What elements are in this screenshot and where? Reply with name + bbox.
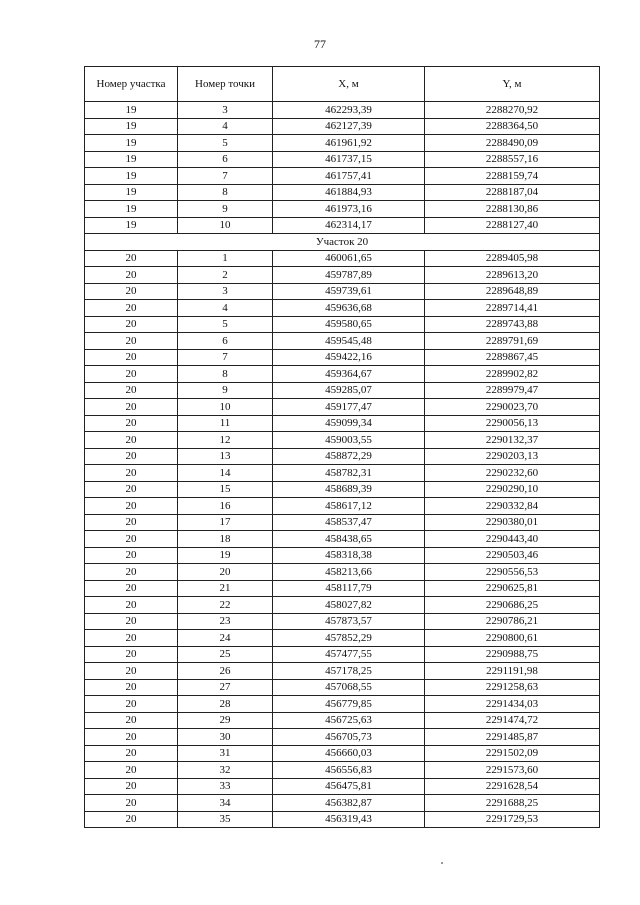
cell-x: 459636,68 xyxy=(273,300,425,317)
cell-point-number: 9 xyxy=(178,382,273,399)
cell-y: 2290800,61 xyxy=(425,630,600,647)
cell-point-number: 7 xyxy=(178,168,273,185)
cell-x: 459099,34 xyxy=(273,415,425,432)
cell-point-number: 25 xyxy=(178,646,273,663)
table-row xyxy=(85,382,600,399)
cell-x: 456660,03 xyxy=(273,745,425,762)
table-row xyxy=(85,366,600,383)
table-row xyxy=(85,547,600,564)
cell-point-number: 20 xyxy=(178,564,273,581)
table-body-plot-20 xyxy=(85,250,600,828)
cell-x: 461884,93 xyxy=(273,184,425,201)
cell-plot-number: 20 xyxy=(85,514,178,531)
cell-x: 458872,29 xyxy=(273,448,425,465)
cell-plot-number: 20 xyxy=(85,250,178,267)
table-row xyxy=(85,316,600,333)
cell-y: 2288159,74 xyxy=(425,168,600,185)
cell-plot-number: 20 xyxy=(85,498,178,515)
cell-point-number: 13 xyxy=(178,448,273,465)
cell-plot-number: 20 xyxy=(85,267,178,284)
table-header xyxy=(85,67,600,102)
table-row xyxy=(85,349,600,366)
table-row xyxy=(85,613,600,630)
cell-point-number: 5 xyxy=(178,135,273,152)
table-row xyxy=(85,448,600,465)
cell-plot-number: 20 xyxy=(85,333,178,350)
cell-plot-number: 20 xyxy=(85,547,178,564)
table-body-plot-19 xyxy=(85,102,600,234)
cell-point-number: 3 xyxy=(178,283,273,300)
table-row xyxy=(85,762,600,779)
table-row xyxy=(85,778,600,795)
cell-plot-number: 20 xyxy=(85,349,178,366)
cell-plot-number: 20 xyxy=(85,366,178,383)
cell-plot-number: 20 xyxy=(85,597,178,614)
cell-x: 458438,65 xyxy=(273,531,425,548)
cell-y: 2290625,81 xyxy=(425,580,600,597)
cell-x: 459285,07 xyxy=(273,382,425,399)
cell-y: 2291191,98 xyxy=(425,663,600,680)
cell-point-number: 4 xyxy=(178,300,273,317)
table-row xyxy=(85,168,600,185)
cell-y: 2289714,41 xyxy=(425,300,600,317)
table-row xyxy=(85,399,600,416)
cell-x: 456705,73 xyxy=(273,729,425,746)
cell-x: 461961,92 xyxy=(273,135,425,152)
cell-y: 2288364,50 xyxy=(425,118,600,135)
header-plot-number: Номер участка xyxy=(85,67,178,102)
cell-point-number: 5 xyxy=(178,316,273,333)
cell-plot-number: 20 xyxy=(85,465,178,482)
cell-point-number: 7 xyxy=(178,349,273,366)
table-row xyxy=(85,663,600,680)
table-row xyxy=(85,597,600,614)
cell-point-number: 31 xyxy=(178,745,273,762)
cell-point-number: 26 xyxy=(178,663,273,680)
cell-point-number: 6 xyxy=(178,333,273,350)
cell-point-number: 23 xyxy=(178,613,273,630)
cell-plot-number: 20 xyxy=(85,580,178,597)
table-row xyxy=(85,745,600,762)
cell-y: 2289405,98 xyxy=(425,250,600,267)
cell-point-number: 32 xyxy=(178,762,273,779)
cell-point-number: 12 xyxy=(178,432,273,449)
cell-point-number: 8 xyxy=(178,366,273,383)
section-divider xyxy=(85,234,600,251)
cell-x: 461757,41 xyxy=(273,168,425,185)
table-row xyxy=(85,498,600,515)
cell-point-number: 10 xyxy=(178,217,273,234)
cell-point-number: 17 xyxy=(178,514,273,531)
cell-point-number: 19 xyxy=(178,547,273,564)
cell-y: 2288270,92 xyxy=(425,102,600,119)
cell-point-number: 3 xyxy=(178,102,273,119)
cell-y: 2290556,53 xyxy=(425,564,600,581)
cell-plot-number: 20 xyxy=(85,316,178,333)
cell-y: 2291688,25 xyxy=(425,795,600,812)
cell-x: 459003,55 xyxy=(273,432,425,449)
cell-x: 458027,82 xyxy=(273,597,425,614)
cell-point-number: 21 xyxy=(178,580,273,597)
cell-point-number: 4 xyxy=(178,118,273,135)
cell-y: 2290503,46 xyxy=(425,547,600,564)
cell-plot-number: 20 xyxy=(85,729,178,746)
cell-x: 458213,66 xyxy=(273,564,425,581)
cell-plot-number: 20 xyxy=(85,778,178,795)
cell-y: 2291485,87 xyxy=(425,729,600,746)
cell-plot-number: 19 xyxy=(85,118,178,135)
header-x: X, м xyxy=(273,67,425,102)
cell-y: 2291729,53 xyxy=(425,811,600,828)
cell-y: 2291502,09 xyxy=(425,745,600,762)
cell-point-number: 16 xyxy=(178,498,273,515)
table-row xyxy=(85,135,600,152)
cell-y: 2289791,69 xyxy=(425,333,600,350)
cell-x: 456382,87 xyxy=(273,795,425,812)
table-row xyxy=(85,564,600,581)
cell-y: 2290203,13 xyxy=(425,448,600,465)
cell-plot-number: 19 xyxy=(85,184,178,201)
cell-x: 462314,17 xyxy=(273,217,425,234)
cell-point-number: 18 xyxy=(178,531,273,548)
cell-y: 2289743,88 xyxy=(425,316,600,333)
cell-x: 462127,39 xyxy=(273,118,425,135)
cell-x: 458689,39 xyxy=(273,481,425,498)
cell-x: 462293,39 xyxy=(273,102,425,119)
table-row xyxy=(85,184,600,201)
cell-x: 459545,48 xyxy=(273,333,425,350)
table-row xyxy=(85,531,600,548)
section-label: Участок 20 xyxy=(85,234,600,251)
cell-plot-number: 20 xyxy=(85,663,178,680)
cell-plot-number: 20 xyxy=(85,382,178,399)
cell-x: 456319,43 xyxy=(273,811,425,828)
cell-plot-number: 20 xyxy=(85,795,178,812)
cell-y: 2290686,25 xyxy=(425,597,600,614)
cell-x: 456475,81 xyxy=(273,778,425,795)
cell-plot-number: 20 xyxy=(85,300,178,317)
cell-plot-number: 20 xyxy=(85,613,178,630)
table-row xyxy=(85,267,600,284)
cell-x: 456556,83 xyxy=(273,762,425,779)
cell-plot-number: 20 xyxy=(85,712,178,729)
cell-point-number: 6 xyxy=(178,151,273,168)
cell-point-number: 33 xyxy=(178,778,273,795)
cell-y: 2289902,82 xyxy=(425,366,600,383)
cell-x: 458782,31 xyxy=(273,465,425,482)
cell-point-number: 11 xyxy=(178,415,273,432)
table-row xyxy=(85,696,600,713)
table-row xyxy=(85,300,600,317)
table-row xyxy=(85,679,600,696)
cell-plot-number: 20 xyxy=(85,448,178,465)
cell-x: 456725,63 xyxy=(273,712,425,729)
table-row xyxy=(85,217,600,234)
cell-y: 2289979,47 xyxy=(425,382,600,399)
cell-x: 459364,67 xyxy=(273,366,425,383)
table-row xyxy=(85,415,600,432)
cell-y: 2290988,75 xyxy=(425,646,600,663)
cell-plot-number: 20 xyxy=(85,762,178,779)
cell-y: 2291573,60 xyxy=(425,762,600,779)
table-row xyxy=(85,465,600,482)
table-row xyxy=(85,712,600,729)
cell-point-number: 2 xyxy=(178,267,273,284)
cell-plot-number: 19 xyxy=(85,102,178,119)
cell-point-number: 35 xyxy=(178,811,273,828)
cell-point-number: 9 xyxy=(178,201,273,218)
header-y: Y, м xyxy=(425,67,600,102)
cell-point-number: 8 xyxy=(178,184,273,201)
cell-x: 457477,55 xyxy=(273,646,425,663)
table-row xyxy=(85,333,600,350)
cell-plot-number: 19 xyxy=(85,135,178,152)
cell-y: 2290132,37 xyxy=(425,432,600,449)
cell-y: 2290380,01 xyxy=(425,514,600,531)
cell-plot-number: 20 xyxy=(85,399,178,416)
cell-x: 460061,65 xyxy=(273,250,425,267)
cell-x: 461973,16 xyxy=(273,201,425,218)
cell-plot-number: 20 xyxy=(85,745,178,762)
cell-y: 2290332,84 xyxy=(425,498,600,515)
table-row xyxy=(85,811,600,828)
cell-y: 2291434,03 xyxy=(425,696,600,713)
cell-plot-number: 19 xyxy=(85,168,178,185)
table-row xyxy=(85,432,600,449)
cell-x: 457068,55 xyxy=(273,679,425,696)
cell-point-number: 27 xyxy=(178,679,273,696)
table-row xyxy=(85,102,600,119)
cell-point-number: 14 xyxy=(178,465,273,482)
scan-dot xyxy=(441,862,443,864)
cell-point-number: 10 xyxy=(178,399,273,416)
cell-point-number: 24 xyxy=(178,630,273,647)
cell-x: 456779,85 xyxy=(273,696,425,713)
cell-plot-number: 20 xyxy=(85,679,178,696)
coordinates-table xyxy=(84,66,600,828)
table-row xyxy=(85,151,600,168)
cell-y: 2288187,04 xyxy=(425,184,600,201)
cell-plot-number: 20 xyxy=(85,481,178,498)
cell-y: 2290056,13 xyxy=(425,415,600,432)
cell-y: 2288127,40 xyxy=(425,217,600,234)
cell-x: 458617,12 xyxy=(273,498,425,515)
table-row xyxy=(85,630,600,647)
cell-y: 2288490,09 xyxy=(425,135,600,152)
cell-plot-number: 20 xyxy=(85,415,178,432)
cell-x: 459580,65 xyxy=(273,316,425,333)
cell-plot-number: 19 xyxy=(85,151,178,168)
table-row xyxy=(85,580,600,597)
table-row xyxy=(85,729,600,746)
cell-point-number: 1 xyxy=(178,250,273,267)
cell-point-number: 34 xyxy=(178,795,273,812)
cell-x: 458318,38 xyxy=(273,547,425,564)
cell-y: 2290786,21 xyxy=(425,613,600,630)
cell-x: 459739,61 xyxy=(273,283,425,300)
cell-x: 461737,15 xyxy=(273,151,425,168)
cell-point-number: 29 xyxy=(178,712,273,729)
cell-point-number: 30 xyxy=(178,729,273,746)
cell-plot-number: 19 xyxy=(85,217,178,234)
table-row xyxy=(85,283,600,300)
cell-plot-number: 20 xyxy=(85,696,178,713)
header-row xyxy=(85,67,600,102)
cell-y: 2291258,63 xyxy=(425,679,600,696)
cell-plot-number: 20 xyxy=(85,283,178,300)
section-row xyxy=(85,234,600,251)
cell-point-number: 28 xyxy=(178,696,273,713)
cell-y: 2289867,45 xyxy=(425,349,600,366)
cell-plot-number: 20 xyxy=(85,531,178,548)
cell-x: 459787,89 xyxy=(273,267,425,284)
cell-y: 2290290,10 xyxy=(425,481,600,498)
cell-y: 2290023,70 xyxy=(425,399,600,416)
cell-y: 2289613,20 xyxy=(425,267,600,284)
cell-y: 2291628,54 xyxy=(425,778,600,795)
table-row xyxy=(85,795,600,812)
header-point-number: Номер точки xyxy=(178,67,273,102)
table-row xyxy=(85,250,600,267)
table-row xyxy=(85,514,600,531)
cell-x: 457178,25 xyxy=(273,663,425,680)
cell-plot-number: 20 xyxy=(85,811,178,828)
cell-x: 459422,16 xyxy=(273,349,425,366)
cell-point-number: 22 xyxy=(178,597,273,614)
table-row xyxy=(85,201,600,218)
cell-plot-number: 20 xyxy=(85,646,178,663)
cell-plot-number: 20 xyxy=(85,432,178,449)
page-number: 77 xyxy=(314,37,326,51)
table-row xyxy=(85,481,600,498)
cell-y: 2291474,72 xyxy=(425,712,600,729)
cell-y: 2290232,60 xyxy=(425,465,600,482)
cell-x: 457873,57 xyxy=(273,613,425,630)
cell-y: 2288130,86 xyxy=(425,201,600,218)
cell-y: 2289648,89 xyxy=(425,283,600,300)
cell-x: 457852,29 xyxy=(273,630,425,647)
cell-point-number: 15 xyxy=(178,481,273,498)
cell-x: 458117,79 xyxy=(273,580,425,597)
cell-plot-number: 20 xyxy=(85,630,178,647)
cell-y: 2290443,40 xyxy=(425,531,600,548)
table-row xyxy=(85,118,600,135)
cell-plot-number: 20 xyxy=(85,564,178,581)
cell-x: 458537,47 xyxy=(273,514,425,531)
cell-plot-number: 19 xyxy=(85,201,178,218)
table-row xyxy=(85,646,600,663)
cell-y: 2288557,16 xyxy=(425,151,600,168)
cell-x: 459177,47 xyxy=(273,399,425,416)
